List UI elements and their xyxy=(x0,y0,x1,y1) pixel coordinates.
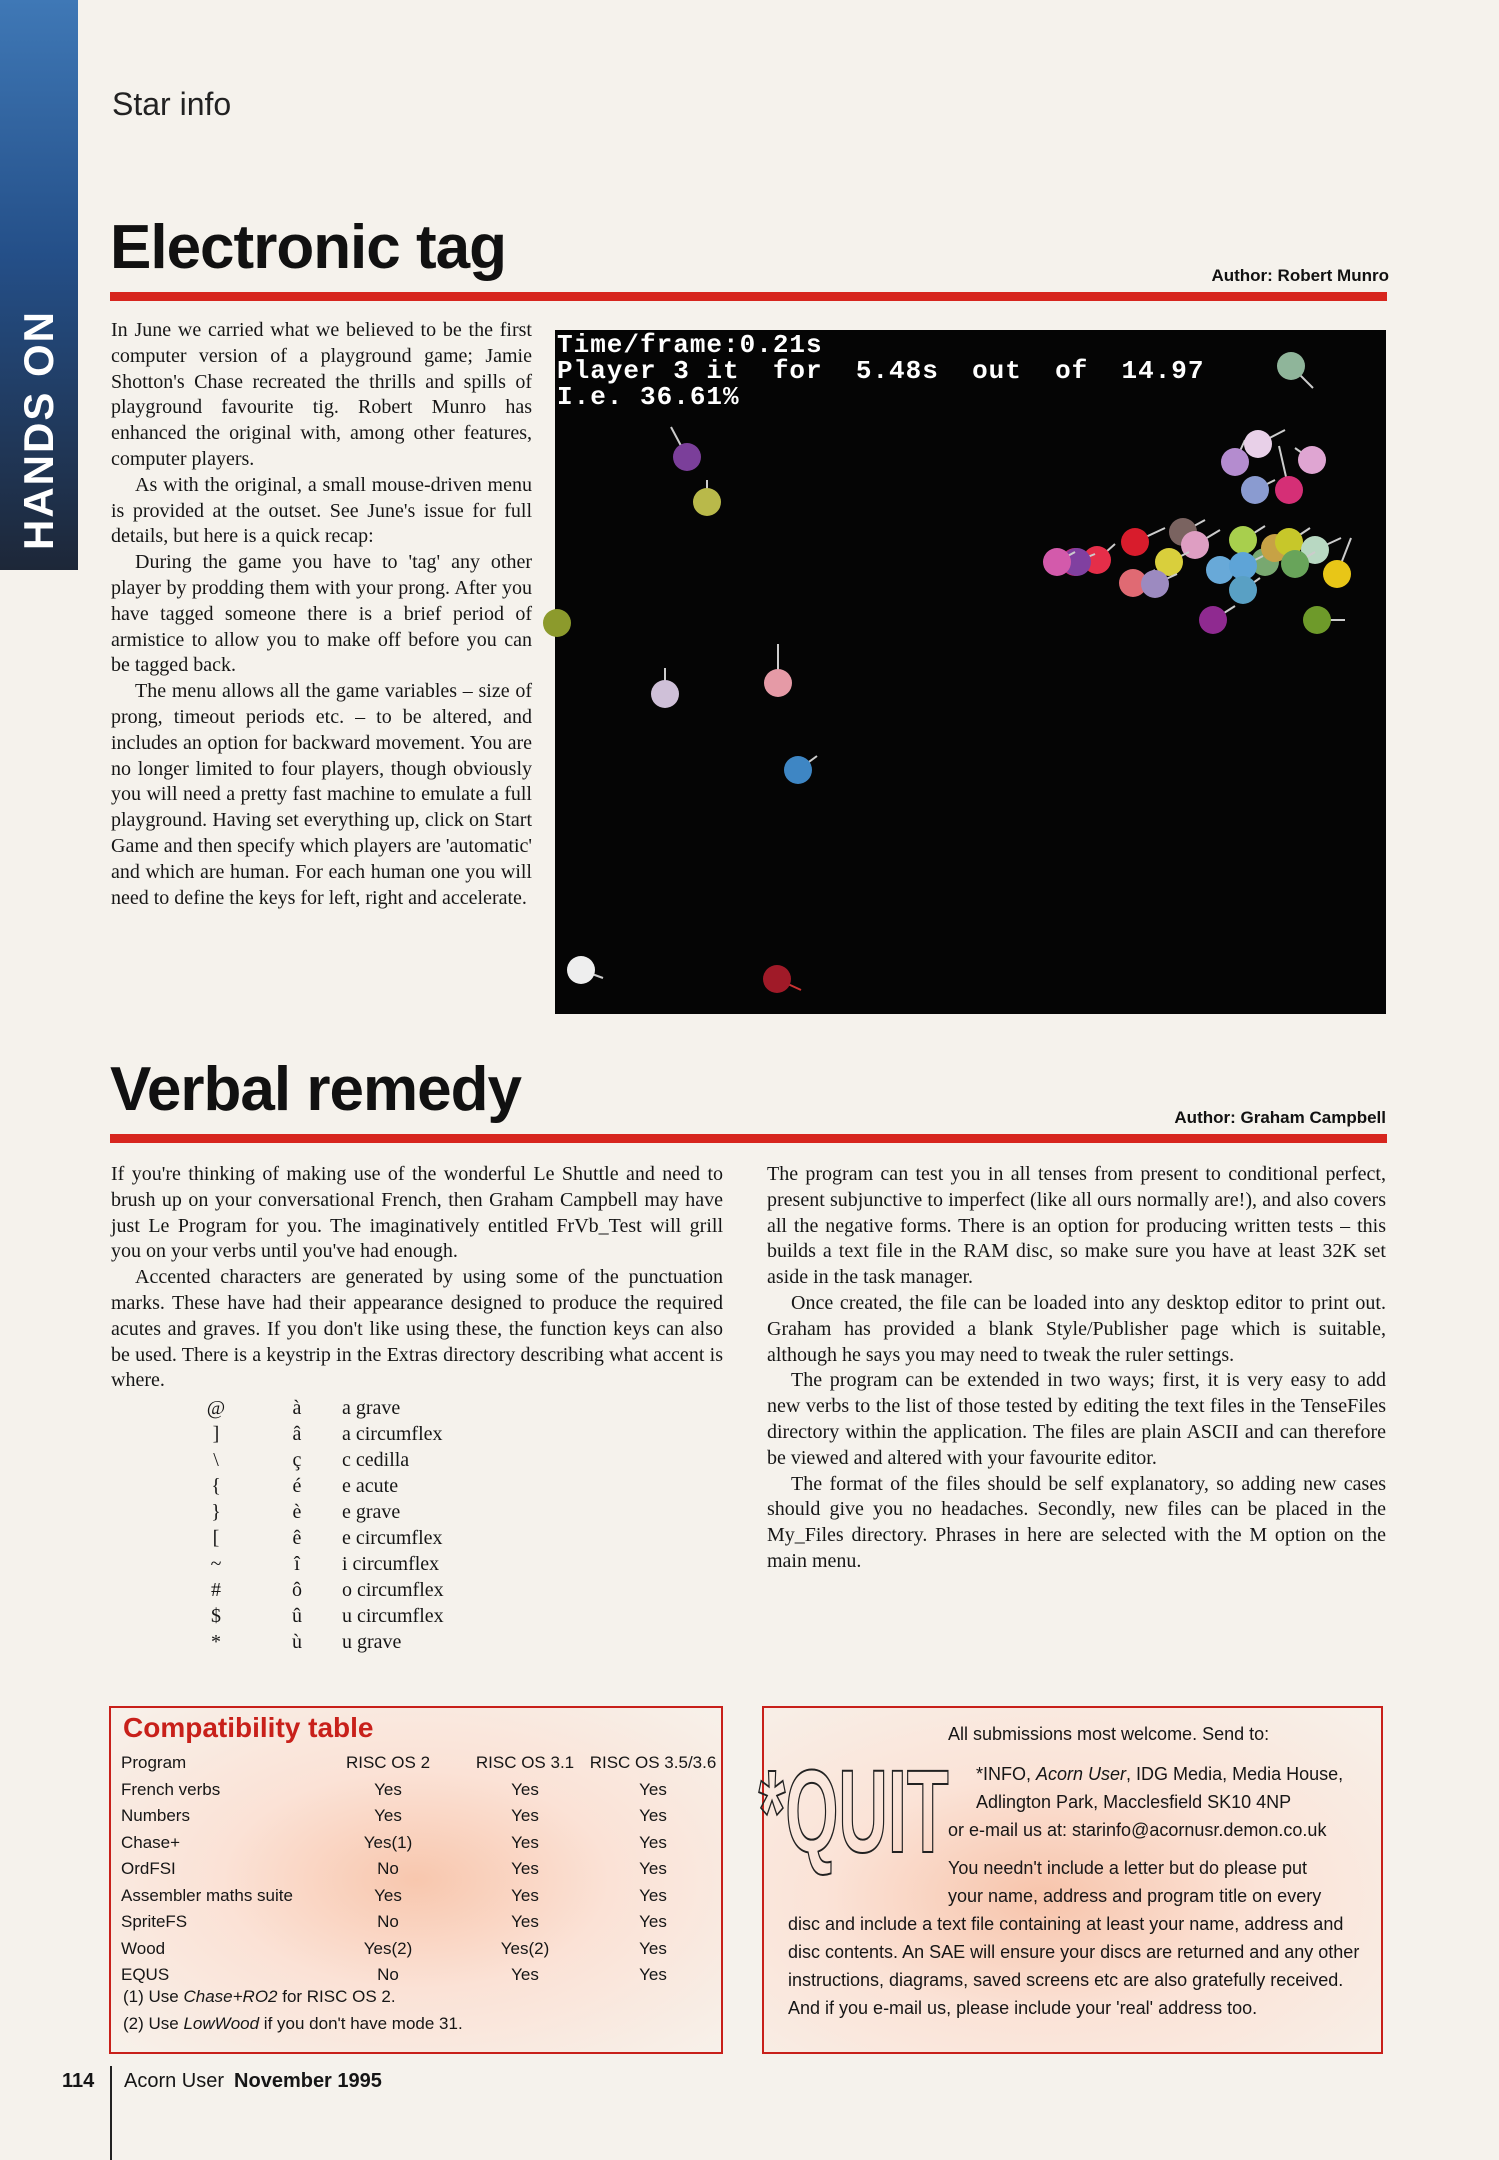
article2-paragraph: Accented characters are generated by using some of the punctuation marks. These have had their appearance designed to produce the required acutes and graves. If you don't like using these, the function keys can also be used. There is a keystrip in the Extras directory describing what accent is where. xyxy=(111,1266,723,1392)
column-header: RISC OS 2 xyxy=(345,1753,431,1772)
submissions-box xyxy=(758,1706,1383,2054)
article2-right-column xyxy=(767,1162,1386,1575)
accent-row xyxy=(180,1447,580,1473)
player-dot xyxy=(1298,446,1326,474)
accent-row xyxy=(180,1499,580,1525)
player-dot xyxy=(1221,448,1249,476)
compat-note-1 xyxy=(123,1987,396,2007)
player-dot xyxy=(1303,606,1331,634)
submission-note-b: your name, address and program title on every xyxy=(948,1886,1322,1906)
accent-name: e acute xyxy=(342,1475,399,1497)
table-cell: Chase+ xyxy=(121,1832,181,1852)
accent-row xyxy=(180,1395,580,1421)
article2-paragraph: The program can test you in all tenses from present to conditional perfect, present subjunctive to imperfect (like all ours normally are!), and also covers all the negative forms. There is an option for producing written tests – this builds a text file in the RAM disc, so make sure you have at least 32K set aside in the task manager. xyxy=(767,1163,1386,1289)
player-dot xyxy=(651,680,679,708)
compat-note-2 xyxy=(123,2014,463,2034)
accent-char: î xyxy=(294,1553,300,1575)
accent-name: a circumflex xyxy=(342,1423,443,1445)
article1-paragraph: As with the original, a small mouse-driven menu is provided at the outset. See June's issue for full details, but here is a quick recap: xyxy=(111,473,532,548)
article2-paragraph: If you're thinking of making use of the wonderful Le Shuttle and need to brush up on your conversational French, then Graham Campbell may have just Le Program for you. The imaginatively entitled FrVb_Test will grill you on your verbs until you've had enough. xyxy=(111,1163,723,1263)
player-dot xyxy=(1199,606,1227,634)
note-program-name: Chase+RO2 xyxy=(183,1987,278,2006)
article1-body xyxy=(111,318,532,911)
accent-key: { xyxy=(211,1475,221,1497)
table-cell: SpriteFS xyxy=(121,1912,188,1931)
article2-paragraph: The format of the files should be self explanatory, so adding new cases should give you no headaches. Secondly, new files can be placed in the My_Files directory. Phrases in here are selected with the M option on the main menu. xyxy=(767,1472,1386,1572)
table-cell: Yes xyxy=(511,1912,539,1931)
note-text: if you don't have mode 31. xyxy=(259,2014,463,2033)
table-cell: Yes xyxy=(639,1806,667,1825)
table-header-row xyxy=(121,1750,717,1777)
table-cell: Numbers xyxy=(121,1806,190,1825)
accent-key: [ xyxy=(212,1527,220,1549)
table-cell: EQUS xyxy=(121,1965,170,1984)
accent-char: ç xyxy=(292,1449,302,1471)
table-row xyxy=(121,1909,717,1936)
table-row xyxy=(121,1883,717,1910)
table-cell: Yes xyxy=(639,1779,667,1799)
accent-char: ô xyxy=(292,1579,302,1601)
accent-name: u circumflex xyxy=(342,1605,444,1627)
accent-key: \ xyxy=(213,1449,219,1471)
accent-char: â xyxy=(292,1423,302,1445)
table-cell: Yes xyxy=(639,1859,667,1878)
address-text: *INFO, xyxy=(976,1764,1037,1784)
magazine-name: Acorn User xyxy=(1036,1764,1127,1784)
table-cell: No xyxy=(377,1859,399,1878)
article1-title: Electronic tag xyxy=(110,213,506,282)
table-cell: Yes xyxy=(639,1832,667,1852)
accent-name: e circumflex xyxy=(342,1527,443,1549)
table-cell: Wood xyxy=(121,1938,166,1958)
accent-name: e grave xyxy=(342,1501,401,1523)
accent-name: i circumflex xyxy=(342,1553,440,1575)
player-dot xyxy=(1241,476,1269,504)
page-number: 114 xyxy=(62,2070,95,2092)
column-header: RISC OS 3.5/3.6 xyxy=(589,1753,717,1772)
player-dot xyxy=(764,669,792,697)
player-dot xyxy=(1043,548,1071,576)
submission-note-c: disc and include a text file containing at least your name, address and disc contents. An SAE will ensure your discs are returned and any other instructions, diagrams, saved screens etc are also gratefully received. And if you e-mail us, please include your 'real' address too. xyxy=(788,1914,1360,2018)
table-row xyxy=(121,1777,717,1804)
issue-date: November 1995 xyxy=(234,2070,382,2092)
note-text: for RISC OS 2. xyxy=(277,1987,396,2006)
player-dot xyxy=(784,756,812,784)
accent-key: * xyxy=(211,1631,221,1653)
table-cell: Yes xyxy=(639,1885,667,1905)
player-dot xyxy=(567,956,595,984)
accent-char: é xyxy=(292,1475,302,1497)
table-cell: Yes xyxy=(374,1806,402,1825)
table-row xyxy=(121,1803,717,1830)
address-line-2: Adlington Park, Macclesfield SK10 4NP xyxy=(976,1792,1292,1812)
compatibility-table xyxy=(121,1750,717,1989)
table-row xyxy=(121,1936,717,1963)
table-cell: Yes xyxy=(511,1859,539,1878)
table-cell: OrdFSI xyxy=(121,1859,176,1878)
table-cell: Yes xyxy=(511,1965,539,1984)
table-cell: Yes(1) xyxy=(363,1832,413,1852)
accent-table xyxy=(180,1395,580,1655)
accent-key: ] xyxy=(212,1423,220,1445)
note-program-name: LowWood xyxy=(183,2014,260,2033)
player-dot xyxy=(763,965,791,993)
quit-logo-text: *QUIT xyxy=(758,1746,949,1878)
player-dot xyxy=(1229,576,1257,604)
player-dot xyxy=(1141,570,1169,598)
table-cell: Yes xyxy=(639,1965,667,1984)
accent-row xyxy=(180,1577,580,1603)
player-dot xyxy=(543,609,571,637)
article1-rule xyxy=(110,292,1387,301)
accent-name: a grave xyxy=(342,1397,401,1419)
table-cell: Yes xyxy=(374,1885,402,1905)
accent-name: u grave xyxy=(342,1631,402,1653)
column-header: RISC OS 3.1 xyxy=(475,1753,575,1772)
table-cell: Yes xyxy=(639,1938,667,1958)
player-dot xyxy=(1277,352,1305,380)
player-dot xyxy=(1244,430,1272,458)
player-dot xyxy=(1121,528,1149,556)
article1-author: Author: Robert Munro xyxy=(1211,266,1389,285)
accent-key: # xyxy=(211,1579,221,1601)
article1-paragraph: In June we carried what we believed to be the first computer version of a playground game; Jamie Shotton's Chase recreated the thrills and spills of playground favourite tig. Robert Munro has enhanced the original with, among other features, computer players. xyxy=(111,319,532,470)
accent-char: ê xyxy=(292,1527,302,1549)
game-status-line: I.e. 36.61% xyxy=(557,382,740,412)
quit-logo xyxy=(758,1734,949,1884)
player-dot xyxy=(1275,476,1303,504)
article2-rule xyxy=(110,1134,1387,1143)
table-cell: Yes xyxy=(639,1912,667,1931)
player-dot xyxy=(673,443,701,471)
article2-paragraph: The program can be extended in two ways; first, it is very easy to add new verbs to the list of those tested by editing the text files in the TenseFiles directory within the application. The files are plain ASCII and can therefore be viewed and altered with your favourite editor. xyxy=(767,1369,1386,1469)
game-status-line: Player 3 it for 5.48s out of 14.97 xyxy=(557,356,1205,386)
game-screenshot xyxy=(555,330,1386,1014)
table-cell: Assembler maths suite xyxy=(121,1885,293,1905)
submissions-heading: All submissions most welcome. Send to: xyxy=(948,1724,1270,1744)
side-tab-label: HANDS ON xyxy=(15,310,62,551)
magazine-name: Acorn User xyxy=(124,2070,225,2092)
accent-row xyxy=(180,1603,580,1629)
accent-key: @ xyxy=(206,1397,226,1419)
section-label: Star info xyxy=(112,86,232,122)
email-line: or e-mail us at: starinfo@acornusr.demon.co.uk xyxy=(948,1820,1327,1840)
submission-note-a: You needn't include a letter but do please put xyxy=(948,1858,1308,1878)
game-status-line: Time/frame:0.21s xyxy=(557,330,823,360)
table-cell: No xyxy=(377,1965,399,1984)
table-row xyxy=(121,1830,717,1857)
compatibility-box xyxy=(109,1706,723,2054)
player-dot xyxy=(693,488,721,516)
table-row xyxy=(121,1856,717,1883)
accent-row xyxy=(180,1421,580,1447)
note-text: (1) Use xyxy=(123,1987,184,2006)
article2-author: Author: Graham Campbell xyxy=(1174,1108,1386,1127)
table-cell: Yes xyxy=(511,1832,539,1852)
table-cell: French verbs xyxy=(121,1779,221,1799)
accent-name: c cedilla xyxy=(342,1449,410,1471)
accent-key: } xyxy=(211,1501,221,1523)
accent-char: ù xyxy=(292,1631,302,1653)
table-cell: No xyxy=(377,1912,399,1931)
player-dot xyxy=(1323,560,1351,588)
accent-row xyxy=(180,1525,580,1551)
page-footer xyxy=(62,2070,382,2093)
table-cell: Yes(2) xyxy=(500,1938,550,1958)
table-row xyxy=(121,1962,717,1989)
accent-row xyxy=(180,1551,580,1577)
address-line-1 xyxy=(976,1760,1343,1788)
accent-key: $ xyxy=(211,1605,221,1627)
note-text: (2) Use xyxy=(123,2014,184,2033)
player-dot xyxy=(1229,552,1257,580)
table-cell: Yes xyxy=(374,1779,402,1799)
table-cell: Yes xyxy=(511,1885,539,1905)
compatibility-title: Compatibility table xyxy=(123,1712,374,1743)
accent-row xyxy=(180,1473,580,1499)
accent-char: û xyxy=(292,1605,302,1627)
address-text: , IDG Media, Media House, xyxy=(1126,1764,1344,1784)
article1-paragraph: The menu allows all the game variables – size of prong, timeout periods etc. – to be altered, and includes an option for backward movement. You are no longer limited to four players, though obviously you will need a pretty fast machine to emulate a full playground. Having set everything up, click on Start Game and then specify which players are 'automatic' and which are human. For each human one you will need to define the keys for left, right and accelerate. xyxy=(111,680,532,909)
player-dot xyxy=(1281,550,1309,578)
column-header: Program xyxy=(121,1753,187,1772)
table-cell: Yes xyxy=(511,1779,539,1799)
accent-key: ~ xyxy=(210,1553,222,1575)
player-dot xyxy=(1229,526,1257,554)
article2-paragraph: Once created, the file can be loaded into any desktop editor to print out. Graham has provided a blank Style/Publisher page which is suitable, although he says you may need to tweak the ruler settings. xyxy=(767,1291,1386,1366)
accent-row xyxy=(180,1629,580,1655)
article2-title: Verbal remedy xyxy=(110,1055,521,1124)
table-cell: Yes xyxy=(511,1806,539,1825)
article2-left-column xyxy=(111,1162,723,1394)
accent-char: è xyxy=(292,1501,302,1523)
game-players-graphic xyxy=(555,330,1386,1014)
accent-char: à xyxy=(292,1397,302,1419)
accent-name: o circumflex xyxy=(342,1579,444,1601)
article1-paragraph: During the game you have to 'tag' any other player by prodding them with your prong. After you have tagged someone there is a brief period of armistice to allow you to make off before you can be tagged back. xyxy=(111,551,532,677)
table-cell: Yes(2) xyxy=(363,1938,413,1958)
